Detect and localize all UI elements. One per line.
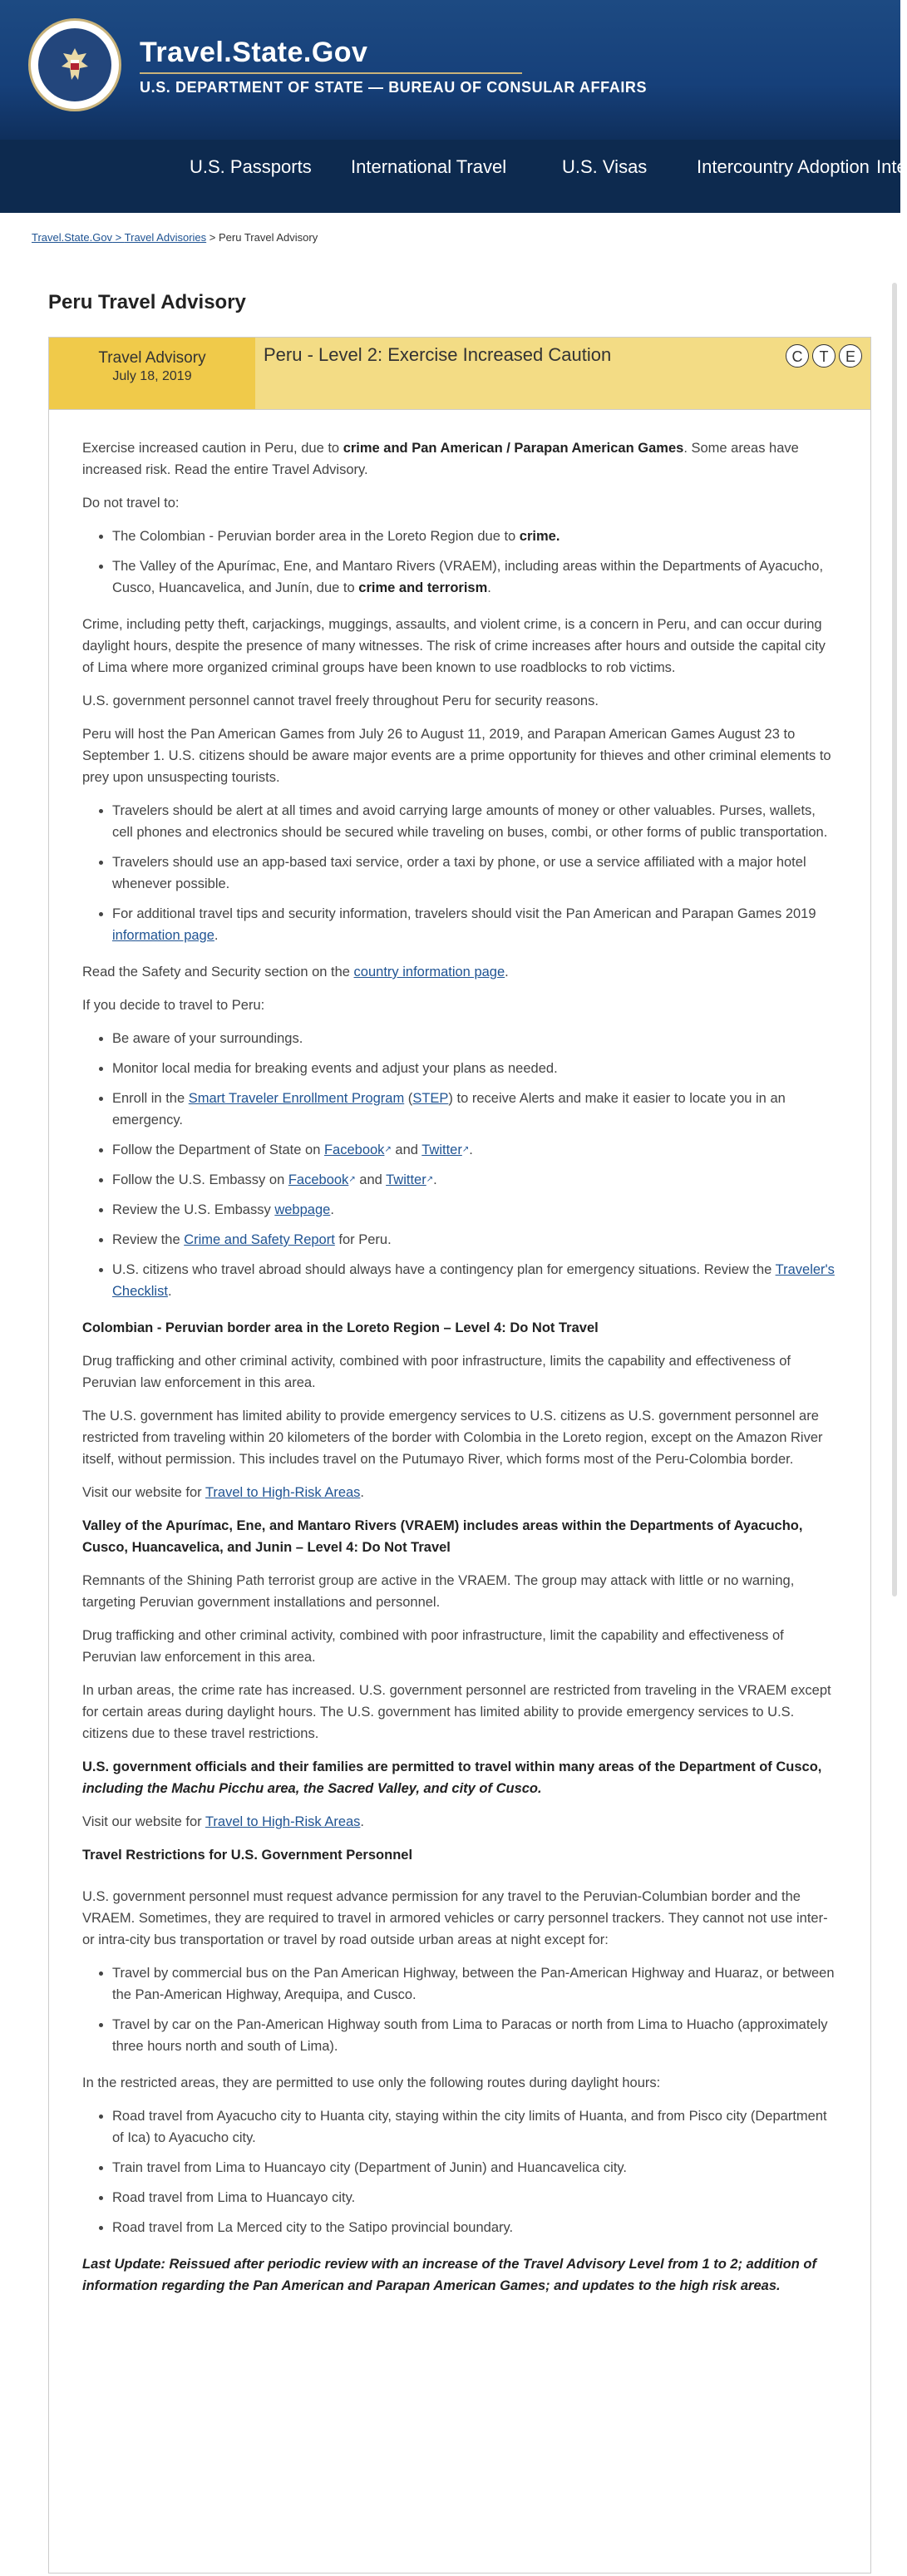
list-item: • Be aware of your surroundings.	[112, 1028, 839, 1049]
gov-personnel-paragraph: U.S. government personnel cannot travel freely throughout Peru for security reasons.	[82, 693, 599, 708]
eagle-icon	[58, 45, 91, 85]
external-link-icon: ↗	[461, 1145, 470, 1154]
games-information-link[interactable]: information page	[112, 928, 214, 943]
brand-block	[140, 37, 647, 96]
if-travel-label: If you decide to travel to Peru:	[82, 998, 265, 1013]
events-indicator-icon[interactable]: E	[839, 344, 862, 368]
list-item: • The Valley of the Apurímac, Ene, and Mantaro Rivers (VRAEM), including areas within the Departments of Ayacucho, Cusco, Huancavelica, and Junín, due to crime and terrorism.	[112, 555, 839, 599]
list-item: • Travel by commercial bus on the Pan American Highway, between the Pan-American Highway and Huaraz, or between the Pan-American Highway, Arequipa, and Cusco.	[112, 1962, 839, 2006]
vraem-paragraph-3: In urban areas, the crime rate has increased. U.S. government personnel are restricted from traveling in the VRAEM except for certain areas during daylight hours. The U.S. government has limited ability to provide emergency services to U.S. citizens due to these travel restrictions.	[82, 1683, 831, 1741]
high-risk-areas-link[interactable]: Travel to High-Risk Areas	[205, 1814, 361, 1829]
site-header	[0, 0, 900, 140]
state-facebook-link[interactable]: Facebook	[323, 1142, 385, 1157]
page-title: Peru Travel Advisory	[48, 291, 246, 313]
nav-item-overflow[interactable]: Inte	[876, 156, 907, 177]
last-update: Last Update: Reissued after periodic review with an increase of the Travel Advisory Level from 1 to 2; addition of information regarding the Pan American and Parapan American Games; and updates to the high risk areas.	[82, 2257, 816, 2293]
vraem-paragraph-2: Drug trafficking and other criminal activity, combined with poor infrastructure, limit the capability and effectiveness of Peruvian law enforcement in this area.	[82, 1628, 784, 1665]
loreto-paragraph-2: The U.S. government has limited ability to provide emergency services to U.S. citizens as U.S. government personnel are restricted from traveling within 20 kilometers of the border with Colombia in the Loreto region, except on the Amazon River itself, without permission. This includes travel on the Putumayo River, which forms most of the Peru-Colombia border.	[82, 1409, 823, 1467]
list-item: • Follow the Department of State on Facebook↗ and Twitter↗.	[112, 1139, 839, 1161]
embassy-webpage-link[interactable]: webpage	[274, 1202, 331, 1217]
step-link[interactable]: STEP	[412, 1091, 449, 1106]
vraem-paragraph-1: Remnants of the Shining Path terrorist group are active in the VRAEM. The group may attack with little or no warning, targeting Peruvian government installations and personnel.	[82, 1573, 795, 1610]
crime-paragraph: Crime, including petty theft, carjackings, muggings, assaults, and violent crime, is a concern in Peru, and can occur during daylight hours, despite the presence of many witnesses. The risk of crime increases after hours and outside the capital city of Lima where more organized criminal groups have been known to use roadblocks to rob victims.	[82, 617, 826, 675]
list-item: • Road travel from Ayacucho city to Huanta city, staying within the city limits of Huanta, and from Pisco city (Department of Ica) to Ayacucho city.	[112, 2105, 839, 2149]
list-item: • Follow the U.S. Embassy on Facebook↗ and Twitter↗.	[112, 1169, 839, 1191]
advisory-label: Travel Advisory	[98, 349, 206, 367]
breadcrumb-home-link[interactable]: Travel.State.Gov	[32, 231, 113, 244]
terrorism-indicator-icon[interactable]: T	[812, 344, 836, 368]
page-scrollbar[interactable]	[892, 283, 897, 1596]
list-item: • Travelers should be alert at all times and avoid carrying large amounts of money or other valuables. Purses, wallets, cell phones and electronics should be secured while traveling on buses, combi, or other forms of public transportation.	[112, 800, 839, 843]
breadcrumb-current: Peru Travel Advisory	[218, 231, 318, 244]
routes-intro: In the restricted areas, they are permitted to use only the following routes during daylight hours:	[82, 2075, 661, 2090]
nav-item-international-travel[interactable]: International Travel	[351, 156, 507, 177]
list-item: • Road travel from Lima to Huancayo city.	[112, 2187, 839, 2208]
list-item: • Review the U.S. Embassy webpage.	[112, 1199, 839, 1221]
external-link-icon: ↗	[384, 1145, 392, 1154]
restrictions-paragraph: U.S. government personnel must request advance permission for any travel to the Peruvian-Columbian border and the VRAEM. Sometimes, they are required to travel in armored vehicles or carry personnel trackers. They cannot not use inter- or intra-city bus transportation or travel by road outside urban areas at night except for:	[82, 1889, 828, 1947]
advisory-date: July 18, 2019	[112, 369, 192, 383]
list-item: • Road travel from La Merced city to the Satipo provincial boundary.	[112, 2217, 839, 2238]
high-risk-visit-paragraph: Visit our website for Travel to High-Risk Areas.	[82, 1814, 365, 1829]
exceptions-list	[82, 1962, 839, 2057]
high-risk-areas-link[interactable]: Travel to High-Risk Areas	[205, 1485, 361, 1500]
department-seal-logo[interactable]	[28, 18, 121, 111]
cusco-paragraph: U.S. government officials and their families are permitted to travel within many areas of the Department of Cusco, including the Machu Picchu area, the Sacred Valley, and city of Cusco.	[82, 1759, 822, 1796]
advisory-panel	[48, 337, 871, 2574]
travel-tips-list	[82, 1028, 839, 1302]
list-item: • Monitor local media for breaking events and adjust your plans as needed.	[112, 1058, 839, 1079]
brand-divider	[140, 72, 522, 74]
main-nav	[0, 140, 907, 213]
high-risk-visit-paragraph: Visit our website for Travel to High-Risk Areas.	[82, 1485, 365, 1500]
list-item: • Review the Crime and Safety Report for Peru.	[112, 1229, 839, 1251]
list-item: • Train travel from Lima to Huancayo city (Department of Junin) and Huancavelica city.	[112, 2157, 839, 2179]
breadcrumb-separator[interactable]: >	[112, 231, 125, 244]
advisory-level: Peru - Level 2: Exercise Increased Caution	[264, 344, 612, 365]
travelers-checklist-link[interactable]: Traveler's Checklist	[112, 1262, 835, 1299]
list-item: • Travel by car on the Pan-American Highway south from Lima to Paracas or north from Lima to Huacho (approximately three hours north and south of Lima).	[112, 2014, 839, 2057]
site-subtitle: U.S. DEPARTMENT OF STATE — BUREAU OF CONSULAR AFFAIRS	[140, 79, 648, 96]
intro-paragraph: Exercise increased caution in Peru, due to crime and Pan American / Parapan American Games. Some areas have increased risk. Read the entire Travel Advisory.	[82, 441, 799, 477]
games-tips-list	[82, 800, 839, 946]
advisory-content	[82, 437, 839, 2308]
external-link-icon: ↗	[348, 1175, 356, 1184]
country-information-link[interactable]: country information page	[353, 965, 505, 980]
step-program-link[interactable]: Smart Traveler Enrollment Program	[188, 1091, 405, 1106]
list-item: • Enroll in the Smart Traveler Enrollment Program (STEP) to receive Alerts and make it easier to locate you in an emergency.	[112, 1088, 839, 1131]
safety-paragraph: Read the Safety and Security section on the country information page.	[82, 965, 509, 980]
do-not-travel-label: Do not travel to:	[82, 496, 180, 511]
breadcrumb-separator: >	[206, 231, 219, 244]
list-item: • For additional travel tips and security information, travelers should visit the Pan American and Parapan Games 2019 information page.	[112, 903, 839, 946]
loreto-paragraph-1: Drug trafficking and other criminal activity, combined with poor infrastructure, limits the capability and effectiveness of Peruvian law enforcement in this area.	[82, 1354, 791, 1390]
nav-item-visas[interactable]: U.S. Visas	[562, 156, 648, 177]
crime-safety-report-link[interactable]: Crime and Safety Report	[184, 1232, 335, 1247]
loreto-heading: Colombian - Peruvian border area in the Loreto Region – Level 4: Do Not Travel	[82, 1320, 599, 1335]
do-not-travel-list	[82, 526, 839, 599]
breadcrumb	[32, 231, 318, 244]
advisory-date-box	[49, 338, 255, 409]
nav-item-intercountry-adoption[interactable]: Intercountry Adoption	[697, 156, 870, 177]
advisory-header	[49, 338, 870, 410]
external-link-icon: ↗	[426, 1175, 434, 1184]
nav-item-passports[interactable]: U.S. Passports	[190, 156, 312, 177]
games-paragraph: Peru will host the Pan American Games from July 26 to August 11, 2019, and Parapan American Games August 23 to September 1. U.S. citizens should be aware major events are a prime opportunity for thieves and other criminal elements to prey upon unsuspecting tourists.	[82, 727, 831, 785]
embassy-facebook-link[interactable]: Facebook	[288, 1172, 349, 1187]
list-item: • U.S. citizens who travel abroad should always have a contingency plan for emergency situations. Review the Traveler's Checklist.	[112, 1259, 839, 1302]
list-item: • The Colombian - Peruvian border area in the Loreto Region due to crime.	[112, 526, 839, 547]
crime-indicator-icon[interactable]: C	[786, 344, 809, 368]
breadcrumb-advisories-link[interactable]: Travel Advisories	[124, 231, 207, 244]
site-title[interactable]: Travel.State.Gov	[140, 37, 368, 68]
vraem-heading: Valley of the Apurímac, Ene, and Mantaro Rivers (VRAEM) includes areas within the Departments of Ayacucho, Cusco, Huancavelica, and Junin – Level 4: Do Not Travel	[82, 1518, 803, 1555]
routes-list	[82, 2105, 839, 2238]
list-item: • Travelers should use an app-based taxi service, order a taxi by phone, or use a service affiliated with a major hotel whenever possible.	[112, 851, 839, 895]
state-twitter-link[interactable]: Twitter	[421, 1142, 462, 1157]
restrictions-heading: Travel Restrictions for U.S. Government Personnel	[82, 1848, 413, 1863]
embassy-twitter-link[interactable]: Twitter	[386, 1172, 426, 1187]
